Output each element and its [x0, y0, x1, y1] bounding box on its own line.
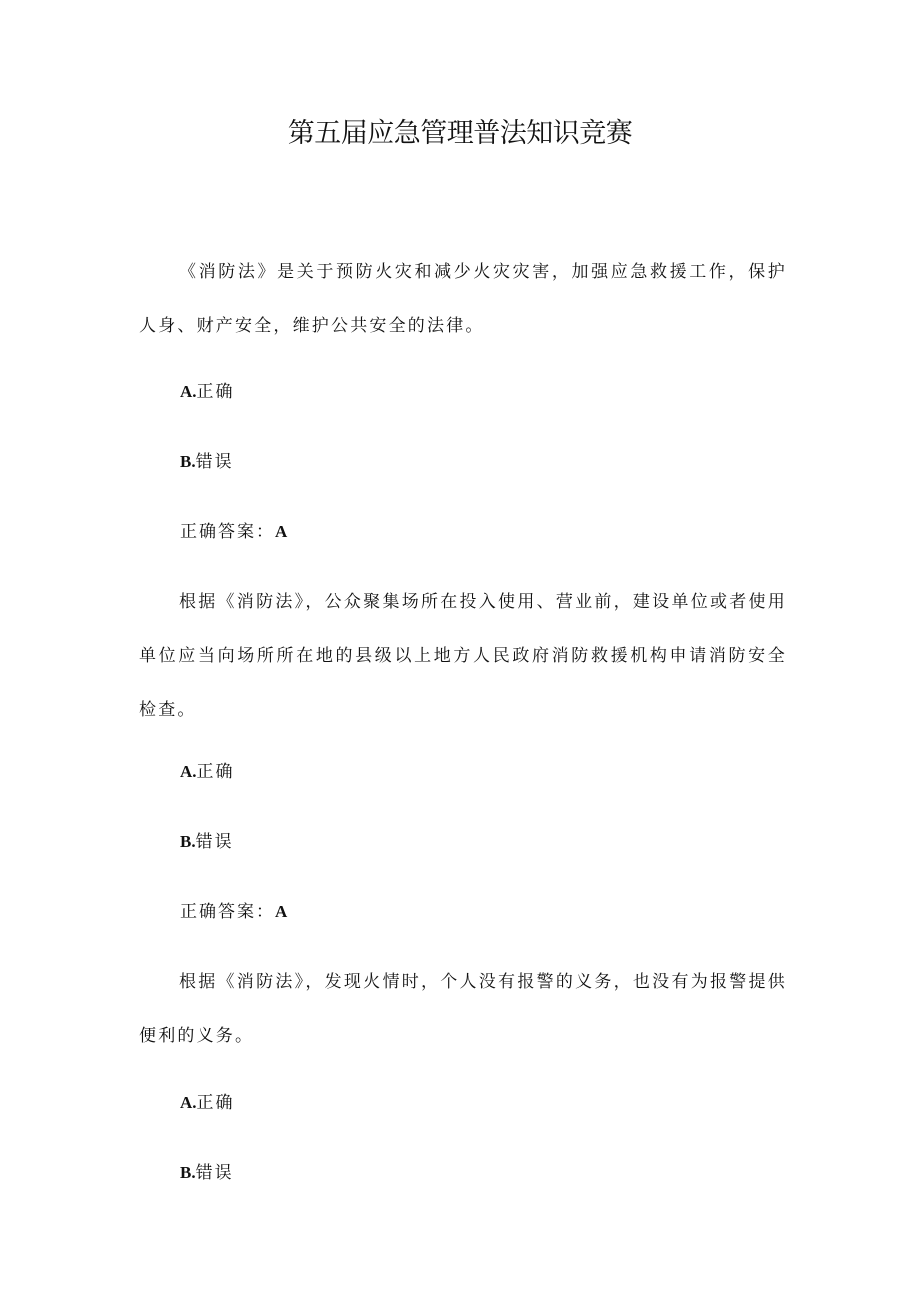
answer-label: 正确答案： [180, 522, 275, 542]
question-2-text: 根据《消防法》，公众聚集场所在投入使用、营业前，建设单位或者使用单位应当向场所所在地的县级以上地方人民政府消防救援机构申请消防安全检查。 [139, 592, 787, 720]
document-title: 第五届应急管理普法知识竞赛 [287, 118, 633, 149]
question-3-option-b [180, 1158, 234, 1188]
option-text: 正确 [196, 1093, 235, 1113]
answer-label: 正确答案： [180, 902, 275, 922]
question-1-option-b [180, 447, 234, 477]
question-3-text: 根据《消防法》，发现火情时，个人没有报警的义务，也没有为报警提供便利的义务。 [139, 972, 787, 1046]
question-2-option-b [180, 827, 234, 857]
option-text: 正确 [196, 762, 235, 782]
option-letter: B. [180, 1163, 196, 1182]
option-text: 错误 [195, 832, 234, 852]
option-letter: A. [180, 1093, 197, 1112]
answer-value: A [275, 902, 288, 921]
option-text: 错误 [195, 1163, 234, 1183]
question-1-answer [180, 517, 287, 547]
option-letter: B. [180, 832, 196, 851]
question-1-text: 《消防法》是关于预防火灾和减少火灾灾害，加强应急救援工作，保护人身、财产安全，维护公共安全的法律。 [139, 262, 787, 336]
option-text: 错误 [195, 452, 234, 472]
option-text: 正确 [196, 382, 235, 402]
question-3-option-a [180, 1088, 235, 1118]
answer-value: A [275, 522, 288, 541]
question-2-answer [180, 897, 287, 927]
option-letter: A. [180, 382, 197, 401]
question-1-option-a [180, 377, 235, 407]
question-2-option-a [180, 757, 235, 787]
option-letter: A. [180, 762, 197, 781]
option-letter: B. [180, 452, 196, 471]
